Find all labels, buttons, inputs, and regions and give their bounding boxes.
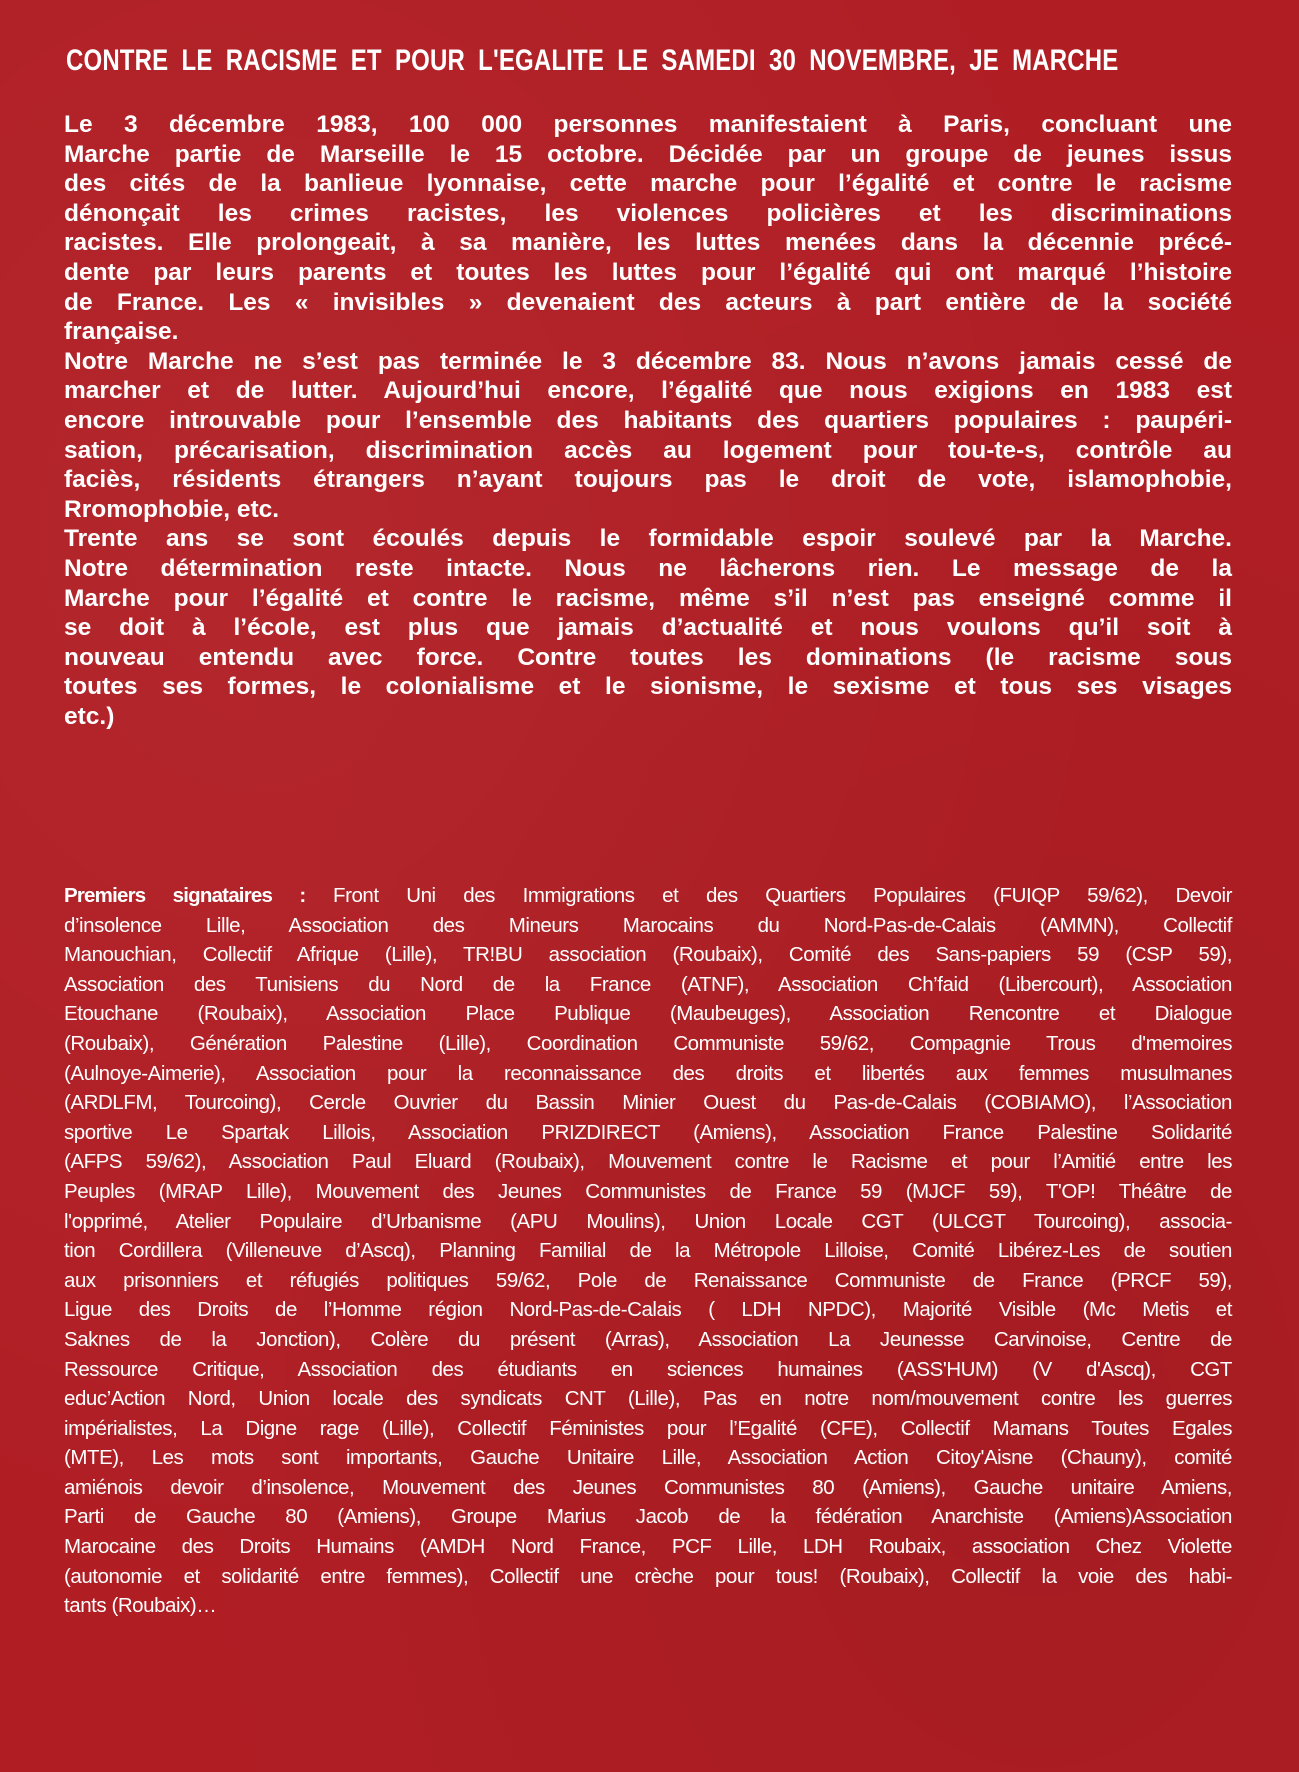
text-line: toutes ses formes, le colonialisme et le sionisme, le sexisme et tous ses visages [64, 673, 1232, 701]
paragraph [64, 110, 1232, 347]
text-line: Trente ans se sont écoulés depuis le formidable espoir soulevé par la Marche. [64, 525, 1232, 553]
body-text [64, 110, 1232, 731]
text-line: sation, précarisation, discrimination accès au logement pour tou-te-s, contrôle au [64, 436, 1232, 464]
signatories-line: (Aulnoye-Aimerie), Association pour la reconnaissance des droits et libertés aux femmes musulmanes [64, 1061, 1232, 1085]
signatories-line: impérialistes, La Digne rage (Lille), Collectif Féministes pour l’Egalité (CFE), Collectif Mamans Toutes Egales [64, 1416, 1232, 1440]
page-title: CONTRE LE RACISME ET POUR L'EGALITE LE SAMEDI 30 NOVEMBRE, JE MARCHE [66, 44, 1119, 77]
signatories-line: Peuples (MRAP Lille), Mouvement des Jeunes Communistes de France 59 (MJCF 59), T'OP! Théâtre de [64, 1179, 1232, 1203]
signatories-line: Ressource Critique, Association des étudiants en sciences humaines (ASS'HUM) (V d'Ascq), CGT [64, 1357, 1232, 1381]
text-line: des cités de la banlieue lyonnaise, cette marche pour l’égalité et contre le racisme [64, 170, 1232, 198]
signatories-line: d’insolence Lille, Association des Mineurs Marocains du Nord-Pas-de-Calais (AMMN), Collectif [64, 913, 1232, 937]
signatories-line: Association des Tunisiens du Nord de la France (ATNF), Association Ch’faid (Libercourt), Association [64, 972, 1232, 996]
text-line: faciès, résidents étrangers n’ayant toujours pas le droit de vote, islamophobie, [64, 466, 1232, 494]
text-line: encore introuvable pour l’ensemble des habitants des quartiers populaires : paupéri- [64, 406, 1232, 434]
signatories-line: (ARDLFM, Tourcoing), Cercle Ouvrier du Bassin Minier Ouest du Pas-de-Calais (COBIAMO), l’Association [64, 1091, 1232, 1115]
signatories-line: Etouchane (Roubaix), Association Place Publique (Maubeuges), Association Rencontre et Dialogue [64, 1002, 1232, 1026]
signatories-line: (AFPS 59/62), Association Paul Eluard (Roubaix), Mouvement contre le Racisme et pour l’Amitié entre les [64, 1150, 1232, 1174]
text-line: dente par leurs parents et toutes les luttes pour l’égalité qui ont marqué l’histoire [64, 258, 1232, 286]
signatories-line: tants (Roubaix)… [64, 1594, 217, 1618]
signatories-line: Ligue des Droits de l’Homme région Nord-Pas-de-Calais ( LDH NPDC), Majorité Visible (Mc Metis et [64, 1298, 1232, 1322]
signatories-line: Saknes de la Jonction), Colère du présent (Arras), Association La Jeunesse Carvinoise, Centre de [64, 1327, 1232, 1351]
paragraph [64, 347, 1232, 525]
signatories-line: aux prisonniers et réfugiés politiques 59/62, Pole de Renaissance Communiste de France (PRCF 59), [64, 1268, 1232, 1292]
signatories-line: amiénois devoir d’insolence, Mouvement des Jeunes Communistes 80 (Amiens), Gauche unitaire Amiens, [64, 1475, 1232, 1499]
text-line: Notre Marche ne s’est pas terminée le 3 décembre 83. Nous n’avons jamais cessé de [64, 347, 1232, 375]
text-line: racistes. Elle prolongeait, à sa manière, les luttes menées dans la décennie précé- [64, 229, 1232, 257]
signatories-line: (autonomie et solidarité entre femmes), Collectif une crèche pour tous! (Roubaix), Collectif la voie des habi- [64, 1564, 1232, 1588]
signatories-line: sportive Le Spartak Lillois, Association PRIZDIRECT (Amiens), Association France Palestine Solidarité [64, 1120, 1232, 1144]
signatories-line: Manouchian, Collectif Afrique (Lille), TR!BU association (Roubaix), Comité des Sans-papiers 59 (CSP 59), [64, 943, 1232, 967]
text-line: Marche partie de Marseille le 15 octobre. Décidée par un groupe de jeunes issus [64, 140, 1232, 168]
signatories-line: l'opprimé, Atelier Populaire d’Urbanisme (APU Moulins), Union Locale CGT (ULCGT Tourcoing), associa- [64, 1209, 1232, 1233]
text-line: Marche pour l’égalité et contre le racisme, même s’il n’est pas enseigné comme il [64, 584, 1232, 612]
paragraph [64, 524, 1232, 731]
signatories [64, 881, 1232, 1621]
text-line: dénonçait les crimes racistes, les violences policières et les discriminations [64, 199, 1232, 227]
text-line: Le 3 décembre 1983, 100 000 personnes manifestaient à Paris, concluant une [64, 111, 1232, 138]
text-line: etc.) [64, 702, 115, 730]
signatories-line: tion Cordillera (Villeneuve d’Ascq), Planning Familial de la Métropole Lilloise, Comité Libérez-Les de soutien [64, 1239, 1232, 1263]
signatories-first-line: Premiers signataires : Front Uni des Immigrations et des Quartiers Populaires (FUIQP 59/62), Devoir [64, 884, 1232, 907]
text-line: Notre détermination reste intacte. Nous ne lâcherons rien. Le message de la [64, 554, 1232, 582]
text-line: Rromophobie, etc. [64, 495, 280, 523]
text-line: marcher et de lutter. Aujourd’hui encore, l’égalité que nous exigions en 1983 est [64, 377, 1232, 405]
signatories-label: Premiers signataires : [64, 884, 306, 907]
text-line: de France. Les « invisibles » devenaient des acteurs à part entière de la société [64, 288, 1232, 316]
signatories-line: educ’Action Nord, Union locale des syndicats CNT (Lille), Pas en notre nom/mouvement contre les guerres [64, 1387, 1232, 1411]
signatories-line: (MTE), Les mots sont importants, Gauche Unitaire Lille, Association Action Citoy'Aisne (Chauny), comité [64, 1446, 1232, 1470]
signatories-line: (Roubaix), Génération Palestine (Lille), Coordination Communiste 59/62, Compagnie Trous d'memoires [64, 1031, 1232, 1055]
signatories-line: Marocaine des Droits Humains (AMDH Nord France, PCF Lille, LDH Roubaix, association Chez Violette [64, 1535, 1232, 1559]
text-line: nouveau entendu avec force. Contre toutes les dominations (le racisme sous [64, 643, 1232, 671]
signatories-line: Parti de Gauche 80 (Amiens), Groupe Marius Jacob de la fédération Anarchiste (Amiens)Association [64, 1505, 1232, 1529]
text-line: se doit à l’école, est plus que jamais d’actualité et nous voulons qu’il soit à [64, 614, 1232, 642]
text-line: française. [64, 318, 179, 346]
